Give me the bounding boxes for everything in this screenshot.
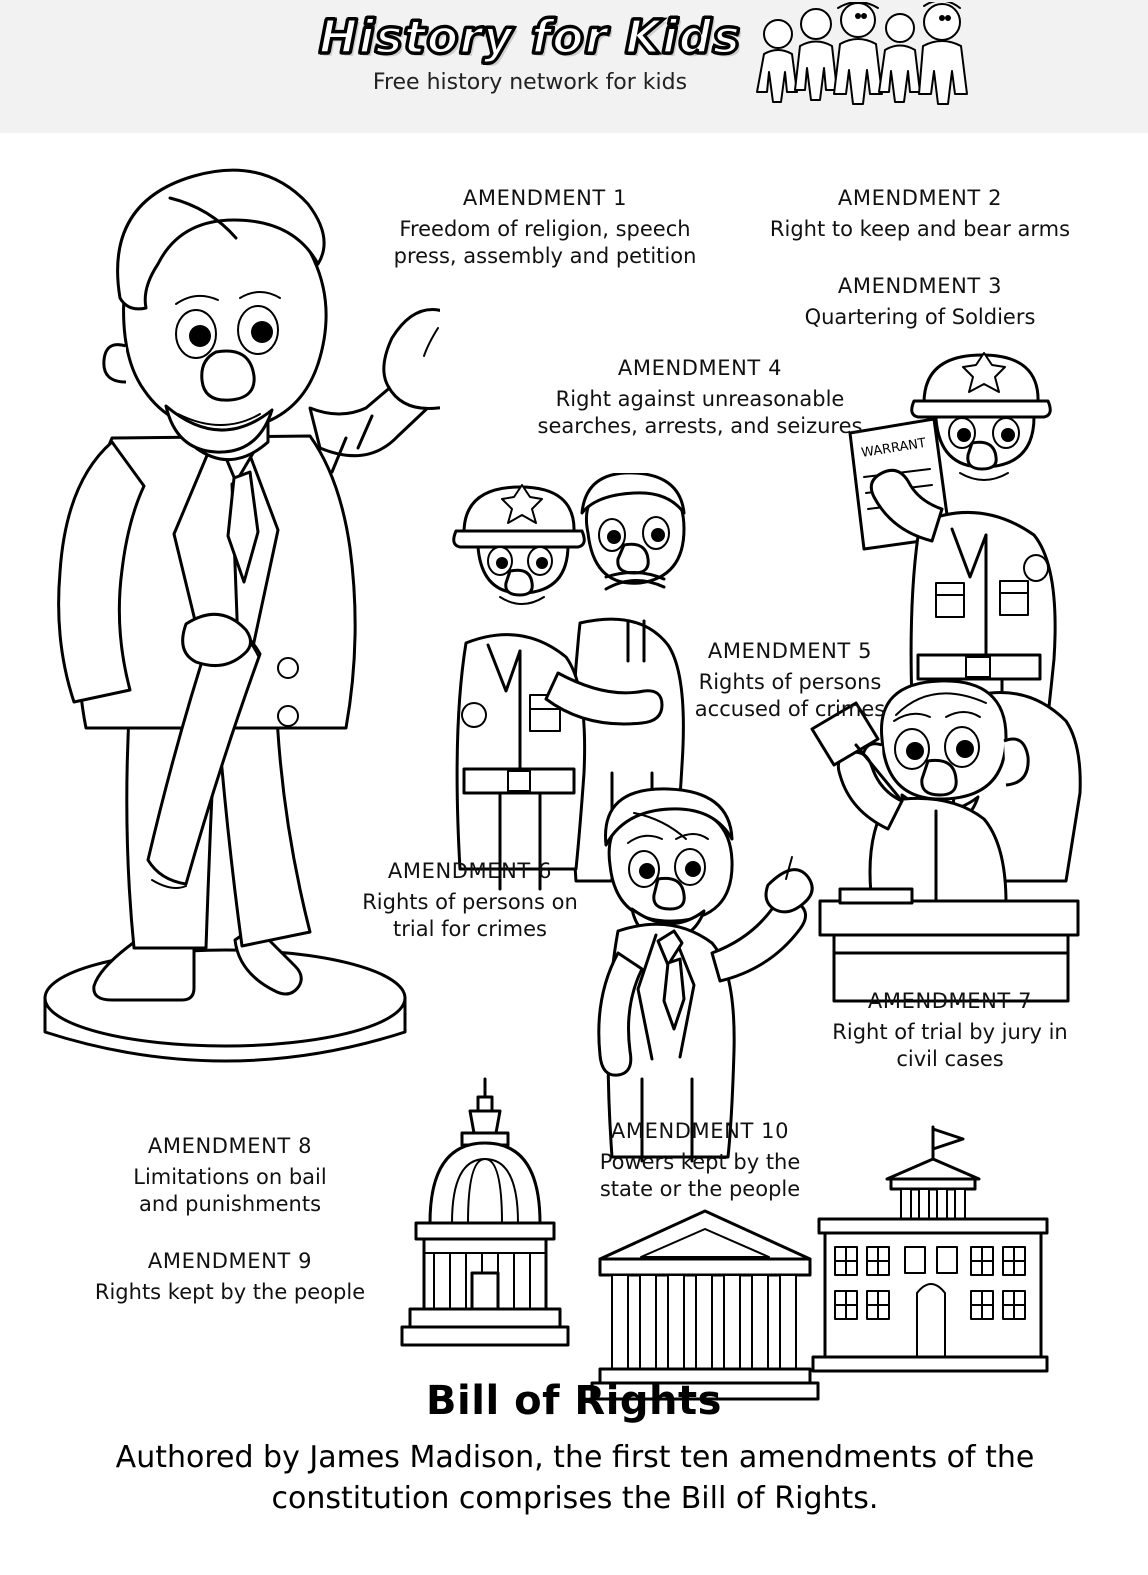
page-title: Bill of Rights: [426, 1378, 722, 1424]
white-house-illustration: [805, 1123, 1055, 1373]
amendment-5-title: AMENDMENT 5: [707, 639, 873, 663]
amendment-1-text: Freedom of religion, speech press, assembly and petition: [393, 216, 697, 269]
amendment-3-title: AMENDMENT 3: [837, 274, 1003, 298]
site-logo-title: History for Kids: [319, 10, 741, 64]
site-logo[interactable]: [290, 2, 980, 132]
amendment-7-text: Right of trial by jury in civil cases: [832, 1019, 1068, 1072]
amendment-4-label: [520, 355, 880, 441]
page-description: Authored by James Madison, the first ten amendments of the constitution comprises the Bill of Rights.: [115, 1440, 1035, 1516]
amendment-7-label: [820, 988, 1080, 1074]
site-logo-subtitle: Free history network for kids: [372, 70, 688, 95]
amendment-10-label: [570, 1118, 830, 1204]
amendment-9-title: AMENDMENT 9: [147, 1249, 313, 1273]
amendment-10-text: Powers kept by the state or the people: [599, 1149, 801, 1202]
amendment-6-label: [350, 858, 590, 944]
amendment-2-label: [750, 185, 1090, 243]
amendment-4-text: Right against unreasonable searches, arrests, and seizures: [537, 386, 863, 439]
amendment-8-text: Limitations on bail and punishments: [133, 1164, 327, 1217]
group-of-kids-icon: [750, 2, 970, 127]
amendment-5-text: Rights of persons accused of crimes: [694, 669, 886, 722]
amendment-9-label: [80, 1248, 380, 1306]
amendment-4-title: AMENDMENT 4: [617, 356, 783, 380]
amendment-2-text: Right to keep and bear arms: [769, 216, 1071, 241]
amendment-10-title: AMENDMENT 10: [610, 1119, 790, 1143]
amendment-8-label: [115, 1133, 345, 1219]
columned-temple-illustration: [590, 1203, 820, 1403]
amendment-7-title: AMENDMENT 7: [867, 989, 1033, 1013]
page-header: [0, 0, 1148, 133]
capitol-building-illustration: [390, 1073, 580, 1363]
amendment-3-label: [770, 273, 1070, 331]
amendment-9-text: Rights kept by the people: [94, 1279, 366, 1304]
amendment-1-title: AMENDMENT 1: [462, 186, 628, 210]
coloring-page-canvas: [0, 133, 1148, 1575]
amendment-1-label: [380, 185, 710, 271]
amendment-5-label: [660, 638, 920, 724]
amendment-2-title: AMENDMENT 2: [837, 186, 1003, 210]
amendment-6-text: Rights of persons on trial for crimes: [362, 889, 578, 942]
amendment-3-text: Quartering of Soldiers: [804, 304, 1036, 329]
amendment-6-title: AMENDMENT 6: [387, 859, 553, 883]
amendment-8-title: AMENDMENT 8: [147, 1134, 313, 1158]
svg-text:WARRANT: WARRANT: [860, 435, 927, 461]
